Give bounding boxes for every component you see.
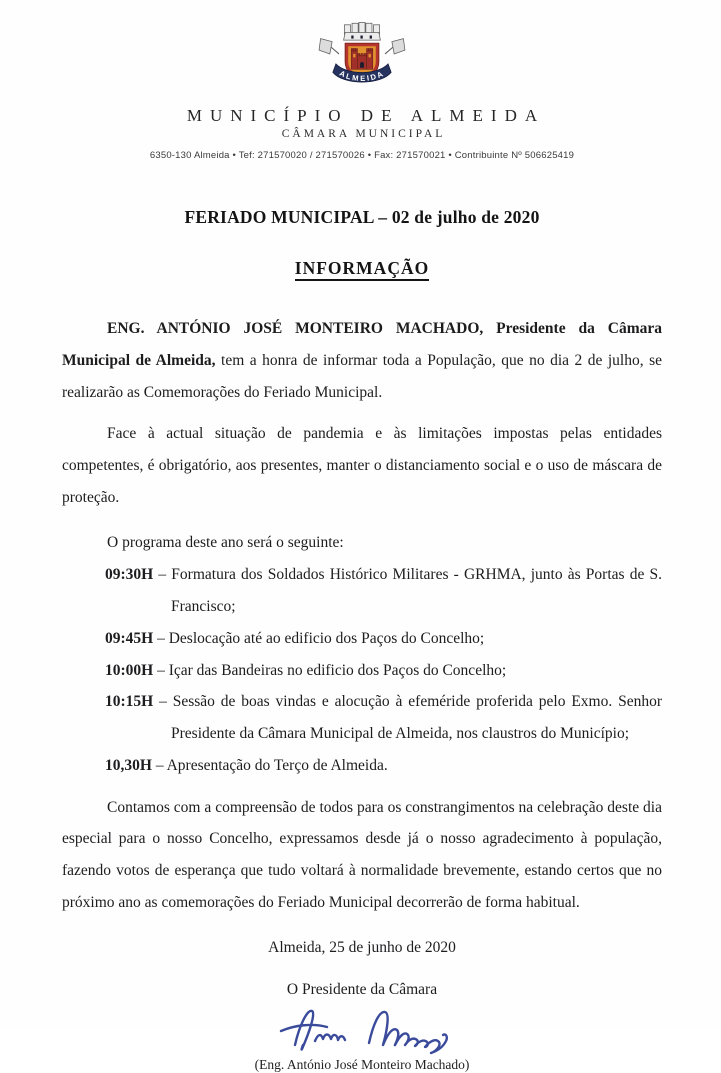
schedule-desc: Formatura dos Soldados Histórico Militares - GRHMA, junto às Portas de S. Francisco;	[171, 566, 662, 616]
dateline: Almeida, 25 de junho de 2020	[268, 938, 456, 956]
schedule-time: 10:00H	[105, 661, 154, 679]
municipal-crest-icon	[62, 14, 662, 100]
crown-icon	[344, 23, 381, 41]
paragraph-closing: Contamos com a compreensão de todos para os constrangimentos na celebração deste dia especial para o nosso Concelho, expressamos desde já o nosso agradecimento à população, fazendo votos de esperança que tudo voltará à normalidade brevemente, estando certos que no próximo ano as comemorações do Feriado Municipal decorrerão de forma habitual.	[62, 798, 662, 912]
schedule-time: 10,30H	[105, 756, 152, 774]
schedule-desc: Sessão de boas vindas e alocução à efeméride proferida pelo Exmo. Senhor Presidente da Câmara Municipal de Almeida, nos claustros do Município;	[171, 693, 662, 743]
schedule-time: 09:45H	[105, 629, 154, 647]
schedule-item	[105, 750, 662, 782]
schedule-time: 09:30H	[105, 566, 154, 584]
paragraph-intro-rest: tem a honra de informar toda a População, que no dia 2 de julho, se realizarão as Comemorações do Feriado Municipal.	[62, 351, 662, 401]
document-title: FERIADO MUNICIPAL – 02 de julho de 2020	[184, 207, 540, 227]
schedule-desc: Deslocação até ao edificio dos Paços do Concelho;	[168, 629, 485, 647]
banner-text: ALMEIDA	[337, 68, 387, 84]
signature	[62, 1003, 662, 1055]
schedule-separator: –	[153, 566, 172, 584]
schedule-separator: –	[153, 629, 169, 647]
document-subtitle	[62, 258, 662, 279]
schedule-item	[105, 655, 662, 687]
schedule-item	[105, 559, 662, 623]
signer-name: (Eng. António José Monteiro Machado)	[254, 1056, 470, 1072]
letterhead	[62, 14, 662, 161]
contact-line: 6350-130 Almeida • Tef: 271570020 / 271570026 • Fax: 271570021 • Contribuinte Nº 506625419	[149, 150, 575, 161]
municipality-name: MUNICÍPIO DE ALMEIDA	[186, 106, 546, 125]
signature-strokes	[281, 1011, 447, 1053]
schedule-separator: –	[153, 693, 173, 711]
schedule-desc: Içar das Bandeiras no edificio dos Paços do Concelho;	[168, 661, 507, 679]
paragraph-program-lead: O programa deste ano será o seguinte:	[107, 533, 344, 551]
schedule-separator: –	[153, 661, 169, 679]
schedule-separator: –	[151, 756, 167, 774]
president-name-bold: ENG. ANTÓNIO JOSÉ MONTEIRO MACHADO, Presidente da Câmara Municipal de Almeida,	[62, 320, 662, 369]
schedule-item	[105, 623, 662, 655]
schedule-desc: Apresentação do Terço de Almeida.	[166, 756, 388, 774]
document-subtitle-text: INFORMAÇÃO	[295, 258, 429, 281]
schedule-time: 10:15H	[105, 693, 154, 711]
paragraph-intro	[62, 313, 662, 408]
signer-title: O Presidente da Câmara	[286, 980, 438, 998]
paragraph-pandemic: Face à actual situação de pandemia e às limitações impostas pelas entidades competentes, é obrigatório, aos presentes, manter o distanciamento social e o uso de máscara de proteção.	[62, 425, 662, 506]
department-name: CÂMARA MUNICIPAL	[281, 128, 446, 140]
schedule-item	[105, 686, 662, 750]
schedule-list	[105, 559, 662, 781]
